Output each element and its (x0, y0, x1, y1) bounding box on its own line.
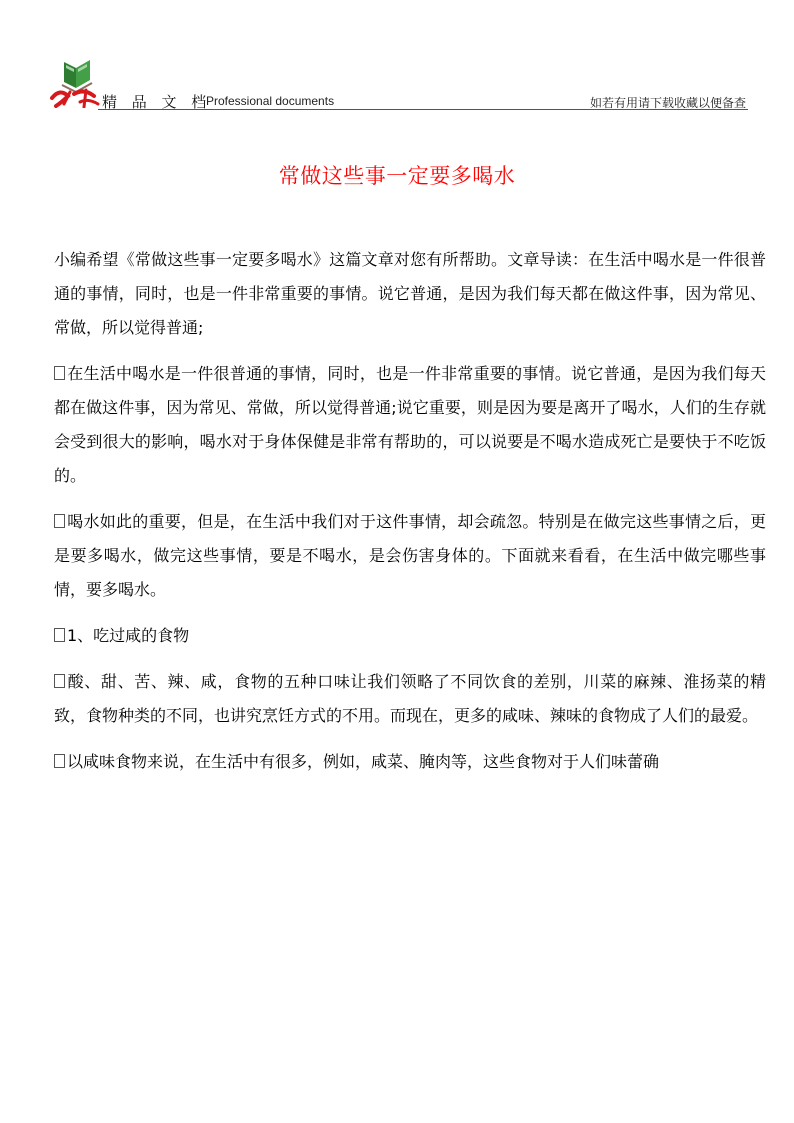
document-title: 常做这些事一定要多喝水 (278, 164, 516, 188)
missing-glyph-box (54, 628, 65, 642)
section-heading-text: 1、吃过咸的食物 (67, 626, 190, 645)
brand-name-en: Professional documents (206, 94, 335, 108)
missing-glyph-box (54, 514, 65, 528)
paragraph-text: 在生活中喝水是一件很普通的事情，同时，也是一件非常重要的事情。说它普通，是因为我们每天都在做这件事，因为常见、常做，所以觉得普通;说它重要，则是因为要是离开了喝水，人们的生存就会受到很大的影响，喝水对于身体保健是非常有帮助的，可以说要是不喝水造成死亡是要快于不吃饭的。 (54, 364, 766, 485)
paragraph-text: 喝水如此的重要，但是，在生活中我们对于这件事情，却会疏忽。特别是在做完这些事情之后，更是要多喝水，做完这些事情，要是不喝水，是会伤害身体的。下面就来看看，在生活中做完哪些事情，要多喝水。 (54, 512, 766, 599)
paragraph (54, 243, 766, 345)
paragraph (54, 745, 766, 779)
paragraph-text: 以咸味食物来说，在生活中有很多，例如，咸菜、腌肉等，这些食物对于人们味蕾确 (67, 752, 660, 771)
missing-glyph-box (54, 366, 65, 380)
paragraph (54, 505, 766, 607)
document-body (54, 243, 766, 791)
page-header (50, 52, 748, 112)
section-heading (54, 619, 766, 653)
header-divider (98, 109, 748, 110)
brand-name-cn: 精 品 文 档 (102, 93, 212, 111)
paragraph-text: 小编希望《常做这些事一定要多喝水》这篇文章对您有所帮助。文章导读：在生活中喝水是一件很普通的事情，同时，也是一件非常重要的事情。说它普通，是因为我们每天都在做这件事，因为常见、常做，所以觉得普通; (54, 250, 766, 337)
paragraph (54, 665, 766, 733)
paragraph-text: 酸、甜、苦、辣、咸，食物的五种口味让我们领略了不同饮食的差别，川菜的麻辣、淮扬菜的精致，食物种类的不同，也讲究烹饪方式的不用。而现在，更多的咸味、辣味的食物成了人们的最爱。 (54, 672, 766, 725)
save-reminder: 如若有用请下载收藏以便备查 (589, 96, 746, 110)
paragraph (54, 357, 766, 493)
book-icon (50, 52, 102, 108)
missing-glyph-box (54, 674, 65, 688)
missing-glyph-box (54, 754, 65, 768)
